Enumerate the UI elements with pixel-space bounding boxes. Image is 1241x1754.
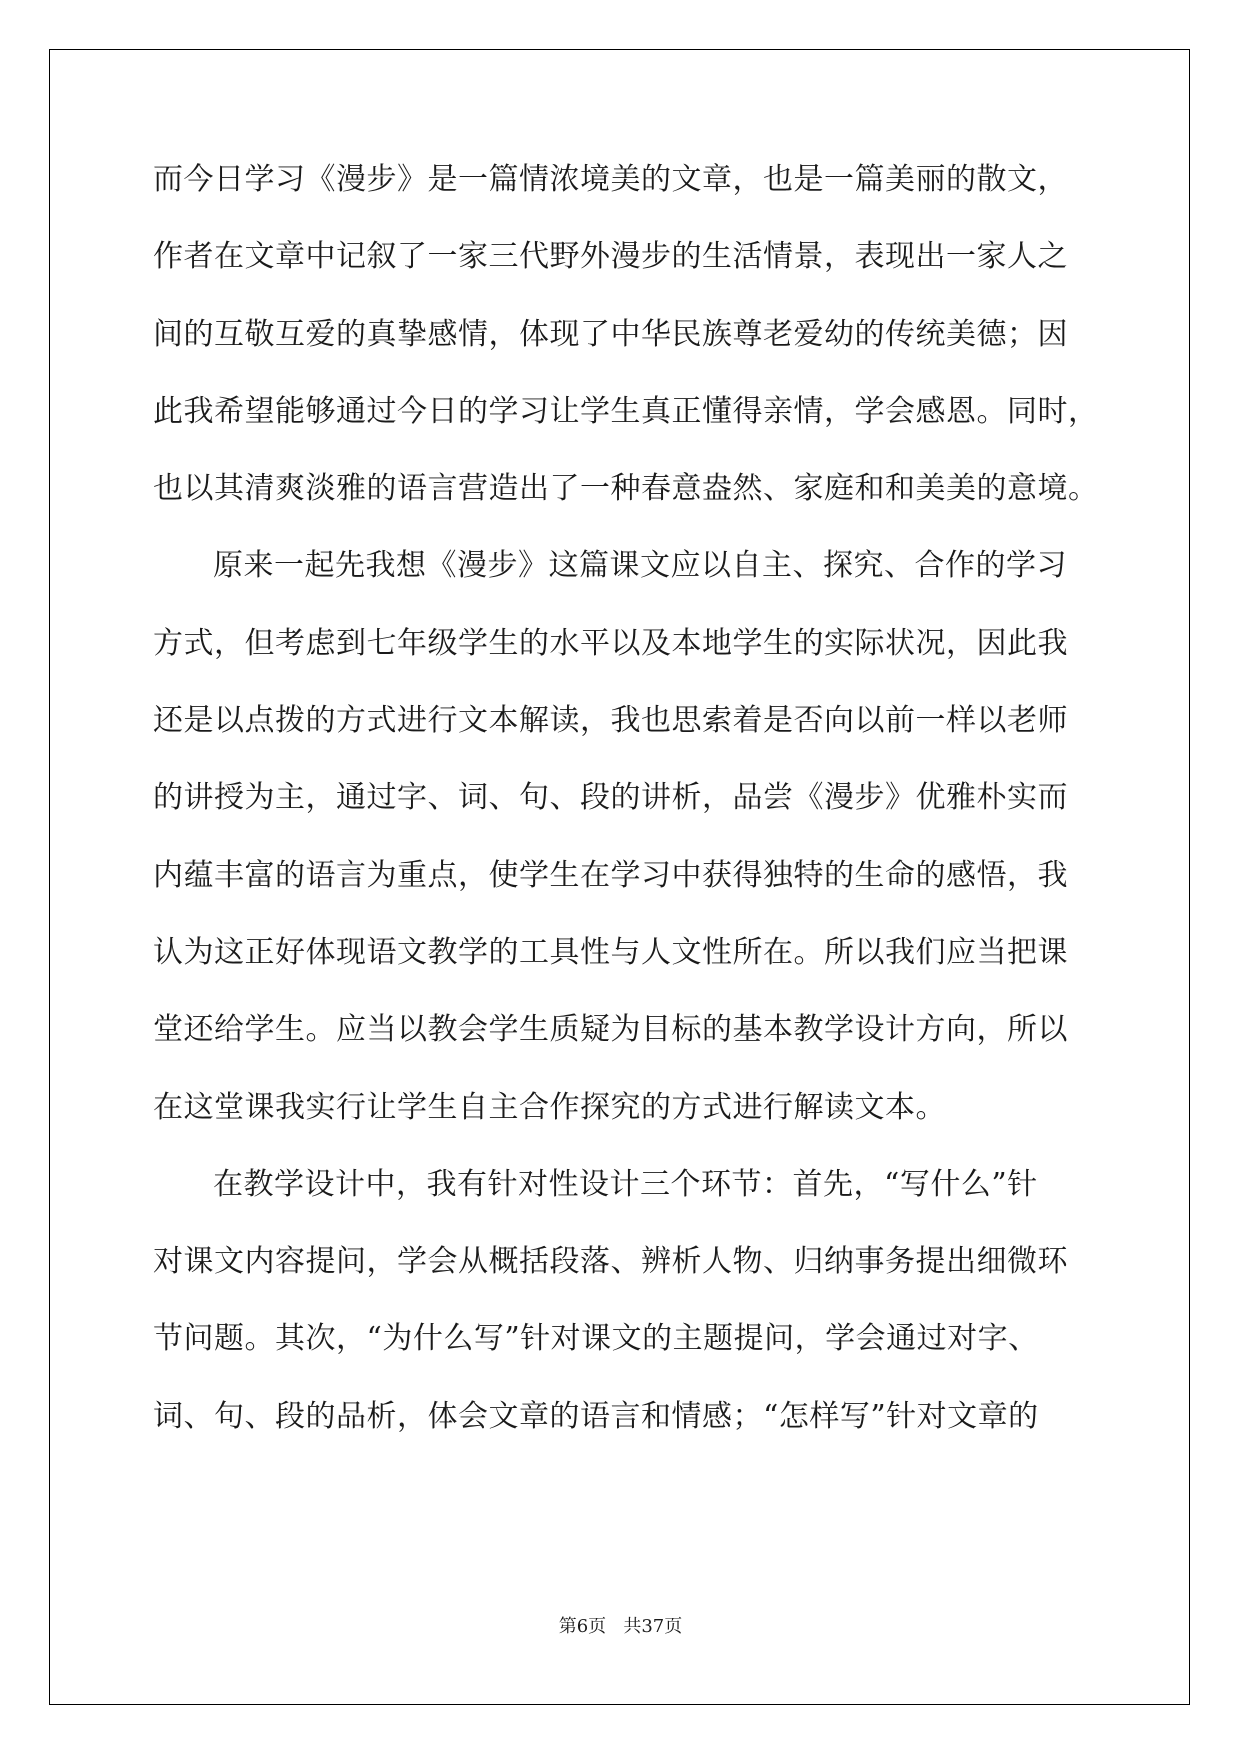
text-line: 作者在文章中记叙了一家三代野外漫步的生活情景，表现出一家人之 bbox=[153, 239, 1068, 275]
text-line: 还是以点拨的方式进行文本解读，我也思索着是否向以前一样以老师 bbox=[153, 703, 1068, 739]
text-line: 方式，但考虑到七年级学生的水平以及本地学生的实际状况，因此我 bbox=[153, 625, 1068, 661]
document-body bbox=[153, 160, 1099, 1474]
text-line: 的讲授为主，通过字、词、句、段的讲析，品尝《漫步》优雅朴实而 bbox=[153, 780, 1068, 816]
page-number-footer: 第6页 共37页 bbox=[558, 1616, 683, 1637]
text-line: 节问题。其次，“为什么写”针对课文的主题提问，学会通过对字、 bbox=[153, 1321, 1039, 1357]
text-line: 内蕴丰富的语言为重点，使学生在学习中获得独特的生命的感悟，我 bbox=[153, 857, 1068, 893]
text-line: 词、句、段的品析，体会文章的语言和情感；“怎样写”针对文章的 bbox=[153, 1398, 1039, 1434]
text-line: 此我希望能够通过今日的学习让学生真正懂得亲情，学会感恩。同时， bbox=[153, 393, 1099, 429]
text-line-paragraph-start: 原来一起先我想《漫步》这篇课文应以自主、探究、合作的学习 bbox=[213, 548, 1067, 584]
text-line: 堂还给学生。应当以教会学生质疑为目标的基本教学设计方向，所以 bbox=[153, 1012, 1068, 1048]
text-line: 对课文内容提问，学会从概括段落、辨析人物、归纳事务提出细微环 bbox=[153, 1244, 1068, 1280]
text-line: 间的互敬互爱的真挚感情，体现了中华民族尊老爱幼的传统美德；因 bbox=[153, 316, 1068, 352]
text-line: 认为这正好体现语文教学的工具性与人文性所在。所以我们应当把课 bbox=[153, 934, 1068, 970]
text-line-paragraph-start: 在教学设计中，我有针对性设计三个环节：首先，“写什么”针 bbox=[213, 1166, 1038, 1202]
text-line: 也以其清爽淡雅的语言营造出了一种春意盎然、家庭和和美美的意境。 bbox=[153, 471, 1099, 507]
text-line: 而今日学习《漫步》是一篇情浓境美的文章，也是一篇美丽的散文， bbox=[153, 162, 1068, 197]
text-line: 在这堂课我实行让学生自主合作探究的方式进行解读文本。 bbox=[153, 1089, 946, 1125]
